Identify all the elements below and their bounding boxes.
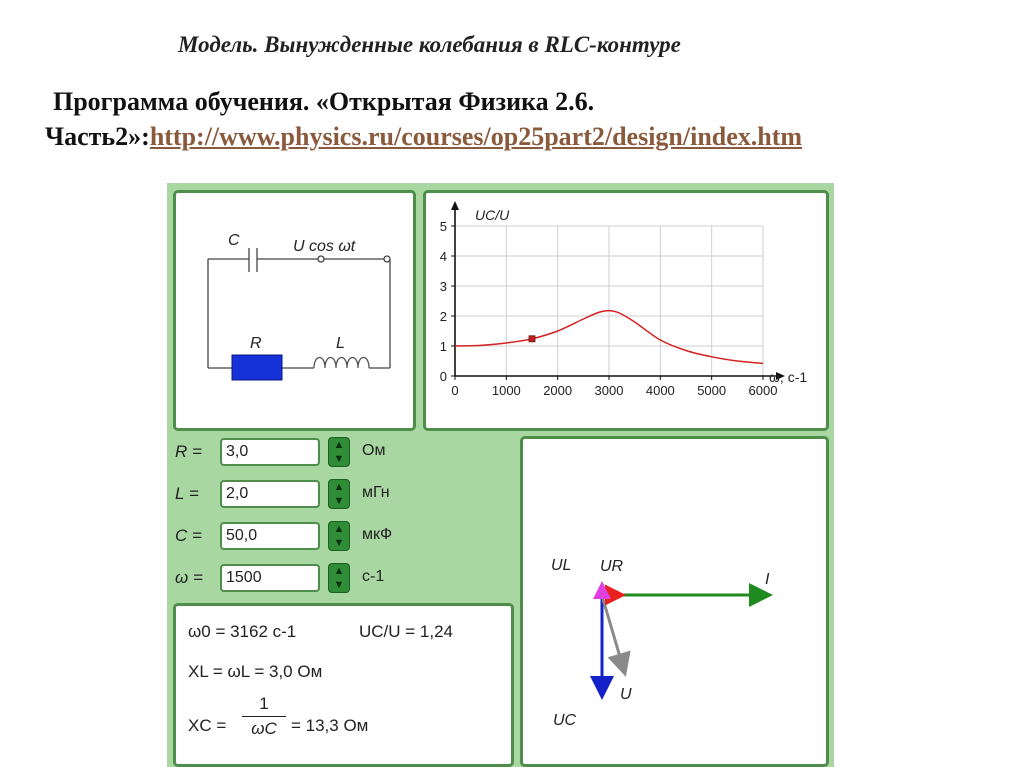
ur-label: UR	[600, 558, 624, 575]
param-row	[175, 478, 415, 512]
spin-up-icon[interactable]: ▲	[333, 480, 345, 493]
param-label: C =	[175, 526, 202, 545]
y-tick-label: 1	[439, 339, 447, 354]
u-label: U	[620, 686, 632, 703]
course-link[interactable]: http://www.physics.ru/courses/op25part2/design/index.htm	[149, 122, 803, 151]
param-label: L =	[175, 484, 199, 503]
ul-label: UL	[551, 557, 572, 574]
source-label: U cos ωt	[293, 238, 356, 255]
param-unit: мкФ	[362, 526, 393, 543]
param-input[interactable]	[220, 564, 320, 592]
simulation-window	[167, 183, 834, 767]
x-tick-label: 1000	[491, 383, 521, 398]
chart-grid	[455, 226, 763, 376]
x-tick-labels	[451, 383, 777, 398]
x-tick-label: 3000	[594, 383, 624, 398]
chart-axes	[451, 201, 785, 380]
param-spinner[interactable]	[328, 479, 350, 509]
results-panel	[173, 603, 514, 767]
phasor-diagram	[523, 439, 826, 764]
subtitle-prefix: Часть2»:	[45, 122, 150, 151]
param-unit: с-1	[362, 568, 385, 585]
x-tick-label: 0	[451, 383, 459, 398]
uc-label: UC	[553, 712, 577, 729]
circuit-diagram	[176, 193, 413, 428]
spin-up-icon[interactable]: ▲	[333, 522, 345, 535]
spin-down-icon[interactable]: ▼	[333, 452, 345, 465]
y-axis-label: UC/U	[475, 207, 510, 223]
param-row	[175, 436, 415, 470]
i-label: I	[765, 571, 770, 588]
param-row	[175, 562, 415, 596]
omega0-readout: ω0 = 3162 с-1	[188, 622, 297, 641]
param-input[interactable]	[220, 438, 320, 466]
param-label: R =	[175, 442, 202, 461]
x-tick-label: 6000	[748, 383, 778, 398]
ratio-readout: UC/U = 1,24	[359, 622, 454, 641]
param-row	[175, 520, 415, 554]
y-axis-arrow-icon	[451, 201, 459, 210]
xl-readout: XL = ωL = 3,0 Ом	[188, 662, 323, 681]
spin-down-icon[interactable]: ▼	[333, 578, 345, 591]
spin-up-icon[interactable]: ▲	[333, 438, 345, 451]
param-input[interactable]	[220, 522, 320, 550]
xc-numerator: 1	[259, 694, 269, 713]
y-tick-label: 3	[439, 279, 447, 294]
xc-label: XC =	[188, 716, 227, 735]
subtitle	[45, 84, 802, 154]
x-tick-label: 5000	[697, 383, 727, 398]
circuit-panel	[173, 190, 416, 431]
u-phasor	[603, 599, 625, 674]
xc-denominator: ωC	[251, 719, 277, 738]
inductor-label: L	[336, 335, 345, 352]
phasor-panel	[520, 436, 829, 767]
y-tick-label: 0	[439, 369, 447, 384]
param-label: ω =	[175, 568, 203, 587]
current-frequency-marker[interactable]	[529, 336, 535, 342]
xc-fraction	[242, 694, 286, 739]
resistor	[232, 355, 282, 380]
x-tick-label: 2000	[543, 383, 573, 398]
spin-down-icon[interactable]: ▼	[333, 536, 345, 549]
x-axis-label: ω, с-1	[769, 369, 808, 385]
slide-title: Модель. Вынужденные колебания в RLC-контуре	[178, 32, 681, 57]
xc-value: = 13,3 Ом	[291, 716, 369, 735]
resistor-label: R	[250, 335, 262, 352]
param-spinner[interactable]	[328, 437, 350, 467]
y-tick-labels	[440, 219, 447, 384]
spin-up-icon[interactable]: ▲	[333, 564, 345, 577]
subtitle-line-2	[45, 122, 802, 151]
param-spinner[interactable]	[328, 521, 350, 551]
capacitor-label: C	[228, 232, 240, 249]
param-spinner[interactable]	[328, 563, 350, 593]
resonance-chart	[426, 193, 826, 428]
param-unit: мГн	[362, 484, 390, 501]
param-input[interactable]	[220, 480, 320, 508]
y-tick-label: 4	[439, 249, 447, 264]
subtitle-line-1: Программа обучения. «Открытая Физика 2.6.	[53, 87, 595, 116]
chart-panel	[423, 190, 829, 431]
spin-down-icon[interactable]: ▼	[333, 494, 345, 507]
param-unit: Ом	[362, 442, 386, 459]
x-tick-label: 4000	[645, 383, 675, 398]
y-tick-label: 5	[439, 219, 447, 234]
y-tick-label: 2	[439, 309, 447, 324]
